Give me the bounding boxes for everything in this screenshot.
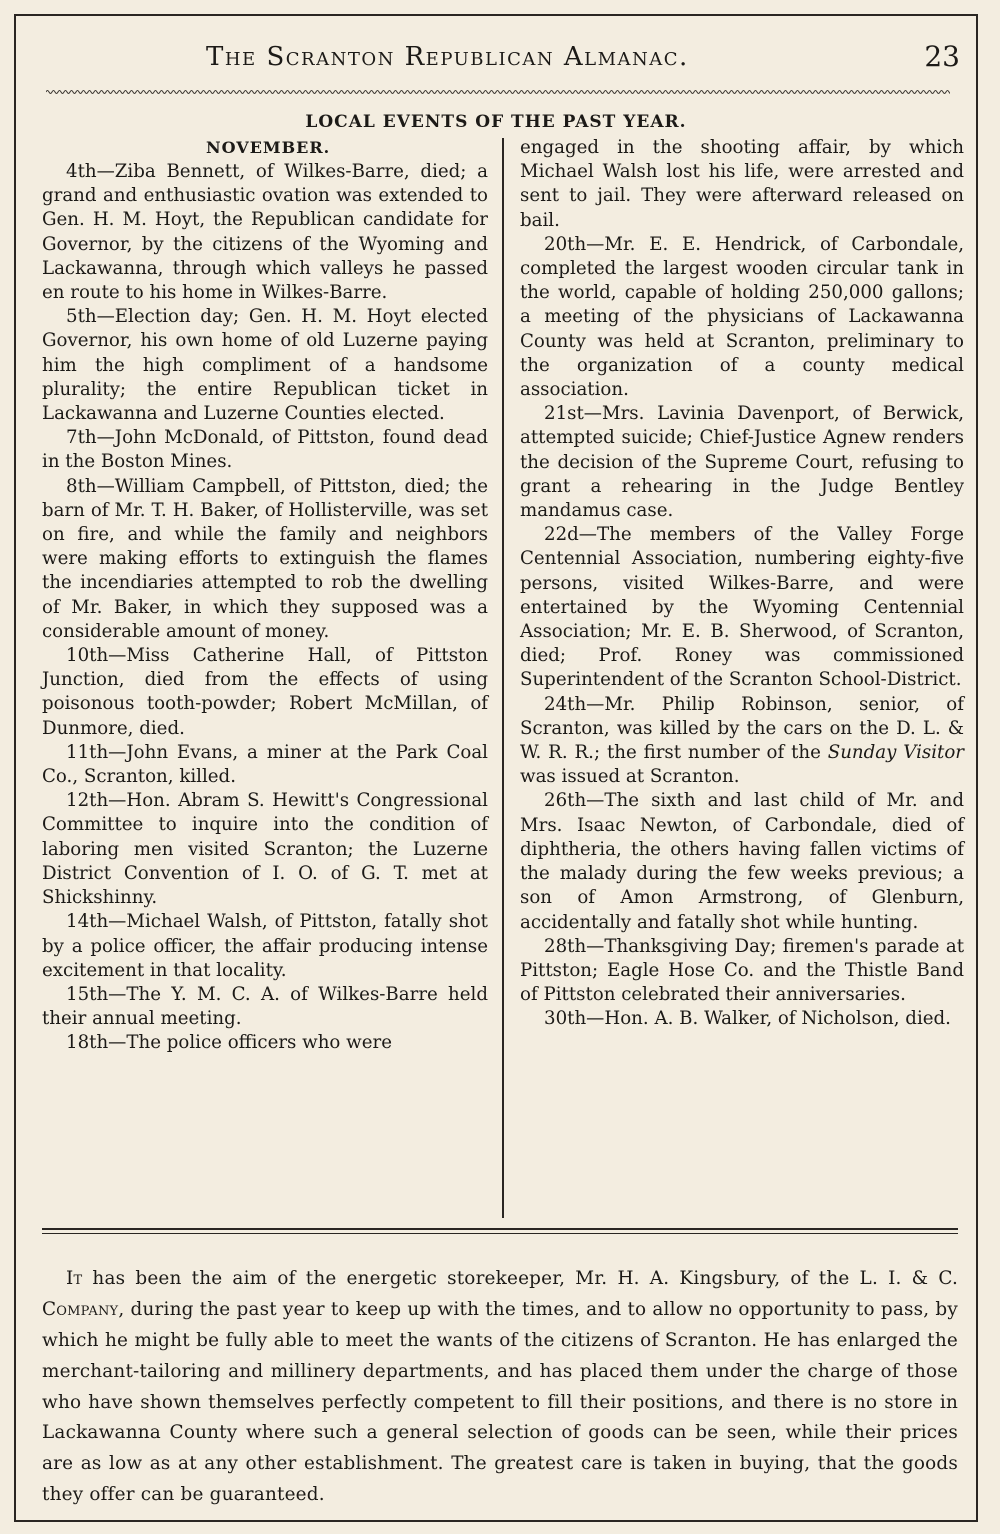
event-text: —William Campbell, of Pittston, died; the barn of Mr. T. H. Baker, of Hollisterville, was set on fire, and while the family and neighbors were making efforts to extinguish the flames the incendiaries attempted to rob the dwelling of Mr. Baker, in which they supposed was a considerable amount of money. <box>42 475 488 642</box>
event-text: —The police officers who were <box>108 1032 392 1054</box>
event-date: 20th <box>544 233 587 255</box>
event-entry <box>42 160 488 305</box>
event-text: —John McDonald, of Pittston, found dead in the Boston Mines. <box>42 427 488 473</box>
event-text: —Mr. Philip Robinson, senior, of Scranton, was killed by the cars on the D. L. & W. R. R.; the first number of the <box>520 693 964 764</box>
left-column <box>42 136 488 1056</box>
event-date: 21st <box>544 403 584 425</box>
ad-text-1: has been the aim of the energetic storekeeper, Mr. H. A. Kingsbury, of the <box>82 1268 860 1290</box>
event-text: —John Evans, a miner at the Park Coal Co., Scranton, killed. <box>42 741 488 788</box>
event-entry <box>42 305 488 426</box>
event-entry <box>42 475 488 644</box>
event-date: 10th <box>66 645 109 667</box>
event-entry <box>520 693 964 790</box>
event-date: 30th <box>544 1008 587 1030</box>
double-rule-bottom <box>42 1233 958 1234</box>
event-entry <box>520 233 964 402</box>
ad-text-2: , during the past year to keep up with the times, and to allow no opportunity to pass, by which he might be fully able to meet the wants of the citizens of Scranton. He has enlarged the merchant-tailoring and millinery departments, and has placed them under the charge of those who have shown themselves perfectly competent to fill their positions, and there is no store in Lackawanna County where such a general selection of goods can be seen, while their prices are as low as at any other establishment. The greatest care is taken in buying, that the goods they offer can be guaranteed. <box>42 1299 958 1505</box>
event-text: —Mr. E. E. Hendrick, of Carbondale, completed the largest wooden circular tank in the world, capable of holding 250,000 gallons; a meeting of the physicians of Lackawanna County was held at Scranton, preliminary to the organization of a county medical association. <box>520 233 964 401</box>
event-text: —The Y. M. C. A. of Wilkes-Barre held their annual meeting. <box>42 983 488 1030</box>
event-text: —Michael Walsh, of Pittston, fatally shot by a police officer, the affair producing intense excitement in that locality. <box>42 911 488 981</box>
event-date: 22d <box>544 524 579 546</box>
event-entry <box>520 789 964 934</box>
page-number: 23 <box>924 40 960 73</box>
column-divider <box>502 138 504 1218</box>
event-text: was issued at Scranton. <box>520 766 740 788</box>
event-entry <box>42 741 488 789</box>
double-rule-top <box>42 1228 958 1230</box>
event-date: 8th <box>66 475 97 497</box>
almanac-page <box>14 14 978 1522</box>
right-column <box>520 136 964 1032</box>
continued-entry: engaged in the shooting affair, by which Michael Walsh lost his life, were arrested and sent to jail. They were afterward released on bail. <box>520 137 964 231</box>
running-title: The Scranton Republican Almanac. <box>206 42 689 72</box>
wavy-rule <box>46 88 950 96</box>
advertisement-paragraph <box>42 1264 958 1510</box>
event-date: 12th <box>66 790 109 812</box>
event-date: 28th <box>544 935 587 957</box>
event-entry <box>520 935 964 1008</box>
event-text: —Ziba Bennett, of Wilkes-Barre, died; a grand and enthusiastic ovation was extended to Gen. H. M. Hoyt, the Republican candidate for Governor, by the citizens of the Wyoming and Lackawanna, through which valleys he passed en route to his home in Wilkes-Barre. <box>42 161 488 304</box>
event-entry <box>42 1031 488 1055</box>
event-entry <box>42 910 488 983</box>
event-date: 15th <box>66 983 109 1005</box>
event-date: 11th <box>66 741 109 763</box>
event-text: —Election day; Gen. H. M. Hoyt elected Governor, his own home of old Luzerne paying him the high compliment of a handsome plurality; the entire Republican ticket in Lackawanna and Luzerne Counties elected. <box>42 306 488 425</box>
event-date: 18th <box>66 1032 109 1054</box>
event-entry <box>42 789 488 910</box>
page-header <box>16 38 976 88</box>
event-entry <box>520 1007 964 1031</box>
event-text: —Hon. Abram S. Hewitt's Congressional Committee to inquire into the condition of laboring men visited Scranton; the Luzerne District Convention of I. O. of G. T. met at Shickshinny. <box>42 790 488 909</box>
event-entry <box>42 983 488 1031</box>
event-text: —Hon. A. B. Walker, of Nicholson, died. <box>586 1008 951 1030</box>
event-entry <box>520 402 964 523</box>
newspaper-title: Sunday Visitor <box>827 742 964 764</box>
event-date: 24th <box>544 693 587 715</box>
section-title: LOCAL EVENTS OF THE PAST YEAR. <box>305 112 687 132</box>
event-text: —The sixth and last child of Mr. and Mrs. Isaac Newton, of Carbondale, died of diphtheria, the others having fallen victims of the malady during the few weeks previous; a son of Amon Armstrong, of Glenburn, accidentally and fatally shot while hunting. <box>520 790 964 933</box>
event-date: 26th <box>544 790 587 812</box>
event-date: 5th <box>66 306 97 328</box>
event-text: —The members of the Valley Forge Centennial Association, numbering eighty-five persons, visited Wilkes-Barre, and were entertained by the Wyoming Centennial Association; Mr. E. B. Sherwood, of Scranton, died; Prof. Roney was commissioned Superintendent of the Scranton School-District. <box>520 524 964 691</box>
month-heading: NOVEMBER. <box>206 138 331 157</box>
event-text: —Thanksgiving Day; firemen's parade at Pittston; Eagle Hose Co. and the Thistle Band of Pittston celebrated their anniversaries. <box>520 935 964 1006</box>
event-text: —Miss Catherine Hall, of Pittston Junction, died from the effects of using poisonous tooth-powder; Robert McMillan, of Dunmore, died. <box>42 645 488 739</box>
event-date: 14th <box>66 911 109 933</box>
ad-company-name: L. I. & C. Company <box>42 1268 958 1321</box>
event-text: —Mrs. Lavinia Davenport, of Berwick, attempted suicide; Chief-Justice Agnew renders the decision of the Supreme Court, refusing to grant a rehearing in the Judge Bentley mandamus case. <box>520 403 964 522</box>
event-date: 4th <box>66 161 97 182</box>
ad-lead-word: It <box>66 1268 83 1290</box>
event-entry <box>42 426 488 474</box>
event-entry <box>42 644 488 741</box>
event-date: 7th <box>66 427 97 449</box>
event-entry <box>520 523 964 692</box>
